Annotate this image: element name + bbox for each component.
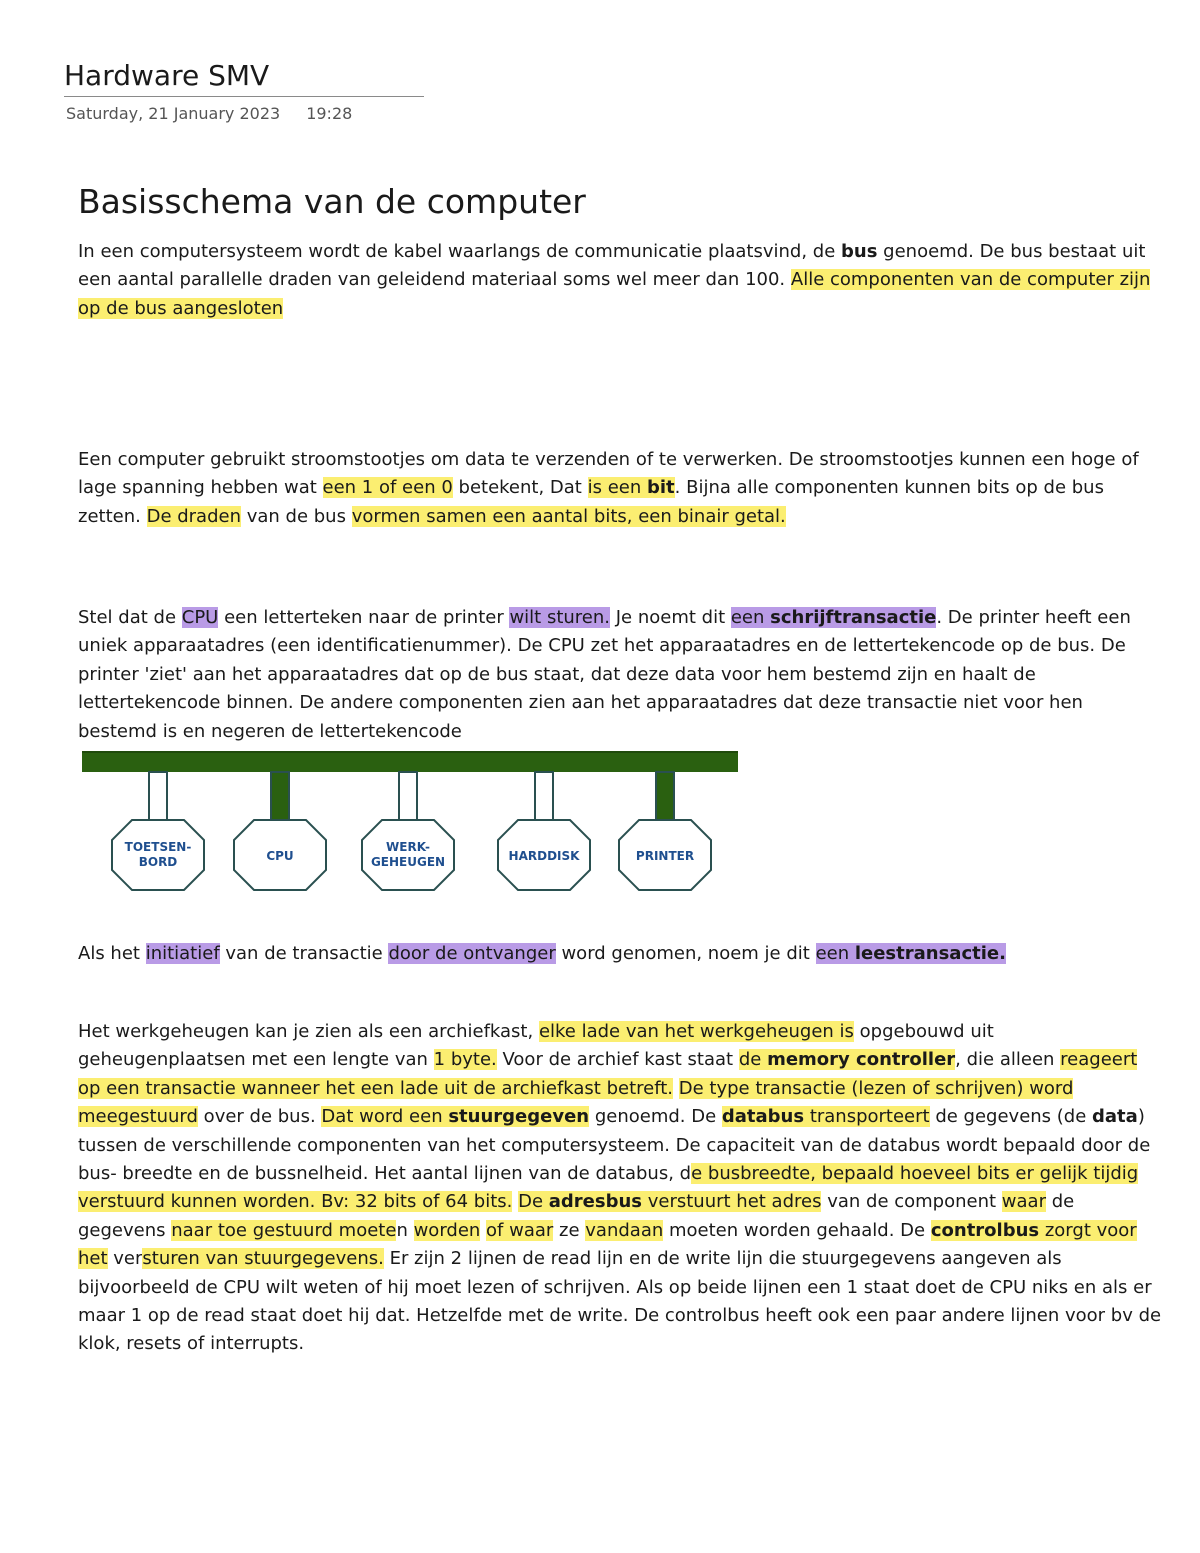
node-label-harddisk: HARDDISK [508, 849, 580, 863]
paragraph-bus: In een computersysteem wordt de kabel waarlangs de communicatie plaatsvind, de bus genoemd. De bus bestaat uit een aantal parallelle draden van geleidend materiaal soms wel meer dan 100. Alle componenten van de computer zijn op de bus aangesloten [78, 241, 1151, 319]
highlight: wilt sturen. [509, 607, 611, 628]
highlight: een leestransactie. [815, 943, 1006, 964]
highlight: initiatief [145, 943, 220, 964]
highlight: CPU [181, 607, 219, 628]
connector-harddisk [535, 772, 553, 822]
highlight: sturen van stuurgegevens. [142, 1248, 384, 1270]
highlight: naar toe gestuurd moete [171, 1219, 397, 1241]
highlight: vormen samen een aantal bits, een binair getal. [351, 505, 786, 527]
highlight: controlbus zorgt voor het [78, 1219, 1137, 1270]
highlight: door de ontvanger [388, 943, 556, 964]
highlight: worden [413, 1219, 481, 1241]
connector-toetsenbord [149, 772, 167, 822]
highlight: waar [1001, 1191, 1046, 1213]
highlight: of waar [486, 1219, 554, 1241]
node-label-toetsenbord: BORD [138, 855, 178, 869]
highlight: vandaan [585, 1219, 664, 1241]
connector-cpu [271, 772, 289, 822]
section-heading: Basisschema van de computer [78, 182, 586, 221]
highlight: Alle componenten van de computer zijn op de bus aangesloten [78, 269, 1151, 319]
highlight: databus transporteert [721, 1106, 930, 1128]
bus-bar [82, 752, 738, 772]
bus-diagram [80, 748, 742, 893]
page-time: 19:28 [306, 104, 353, 123]
connector-printer [656, 772, 674, 822]
highlight: reageert op een transactie wanneer het een lade uit de archiefkast betreft. [78, 1049, 1138, 1099]
connector-werkgeheugen [399, 772, 417, 822]
page-meta [66, 104, 352, 123]
node-label-printer: PRINTER [635, 849, 695, 863]
node-label-werkgeheugen: WERK- [386, 840, 430, 854]
highlight: De type transactie (lezen of schrijven) word meegestuurd [78, 1077, 1074, 1128]
paragraph-memory: Het werkgeheugen kan je zien als een archiefkast, elke lade van het werkgeheugen is opgebouwd uit geheugenplaatsen met een lengte van 1 byte. Voor de archief kast staat de memory controller, die alleen reageert op een transactie wanneer het een lade uit de archiefkast betreft. De type transactie (lezen of schrijven) word meegestuurd over de bus. Dat word een stuurgegeven genoemd. De databus transporteert de gegevens (de data) tussen de verschillende componenten van het computersysteem. De capaciteit van de databus wordt bepaald door de bus- breedte en de bussnelheid. Het aantal lijnen van de databus, de busbreedte, bepaald hoeveel bits er gelijk tijdig verstuurd kunnen worden. Bv: 32 bits of 64 bits. De adresbus verstuurt het adres van de component waar de gegevens naar toe gestuurd moeten worden of waar ze vandaan moeten worden gehaald. De controlbus zorgt voor het versturen van stuurgegevens. Er zijn 2 lijnen de read lijn en de write lijn die stuurgegevens aangeven als bijvoorbeeld de CPU wilt weten of hij moet lezen of schrijven. Als op beide lijnen een 1 staat doet de CPU niks en als er maar 1 op de read staat doet hij dat. Hetzelfde met de write. De controlbus heeft ook een paar andere lijnen voor bv de klok, resets of interrupts. [78, 1021, 1162, 1355]
highlight: elke lade van het werkgeheugen is [538, 1021, 854, 1042]
highlight: de memory controller [738, 1049, 956, 1071]
highlight: De draden [146, 505, 241, 527]
highlight: is een bit [587, 477, 675, 499]
highlight: De adresbus verstuurt het adres [518, 1191, 822, 1213]
page-date: Saturday, 21 January 2023 [66, 104, 281, 123]
node-label-toetsenbord: TOETSEN- [124, 840, 192, 854]
highlight: Dat word een stuurgegeven [321, 1106, 590, 1128]
paragraph-write-transaction: Stel dat de CPU een letterteken naar de printer wilt sturen. Je noemt dit een schrijftransactie. De printer heeft een uniek apparaatadres (een identificatienummer). De CPU zet het apparaatadres en de lettertekencode op de bus. De printer 'ziet' aan het apparaatadres dat op de bus staat, dat deze data voor hem bestemd zijn en haalt de lettertekencode binnen. De andere componenten zien aan het apparaatadres dat deze transactie niet voor hen bestemd is en negeren de lettertekencode [78, 607, 1131, 742]
highlight: een schrijftransactie [730, 607, 937, 628]
highlight: e busbreedte, bepaald hoeveel bits er gelijk tijdig verstuurd kunnen worden. Bv: 32 bits of 64 bits. [78, 1163, 1139, 1213]
node-label-werkgeheugen: GEHEUGEN [370, 855, 446, 869]
highlight: 1 byte. [433, 1049, 497, 1071]
highlight: een 1 of een 0 [322, 477, 453, 499]
paragraph-read-transaction: Als het initiatief van de transactie door de ontvanger word genomen, noem je dit een leestransactie. [78, 943, 1006, 964]
page-title: Hardware SMV [64, 56, 424, 97]
node-label-cpu: CPU [266, 849, 294, 863]
paragraph-bits: Een computer gebruikt stroomstootjes om data te verzenden of te verwerken. De stroomstootjes kunnen een hoge of lage spanning hebben wat een 1 of een 0 betekent, Dat is een bit. Bijna alle componenten kunnen bits op de bus zetten. De draden van de bus vormen samen een aantal bits, een binair getal. [78, 449, 1139, 527]
